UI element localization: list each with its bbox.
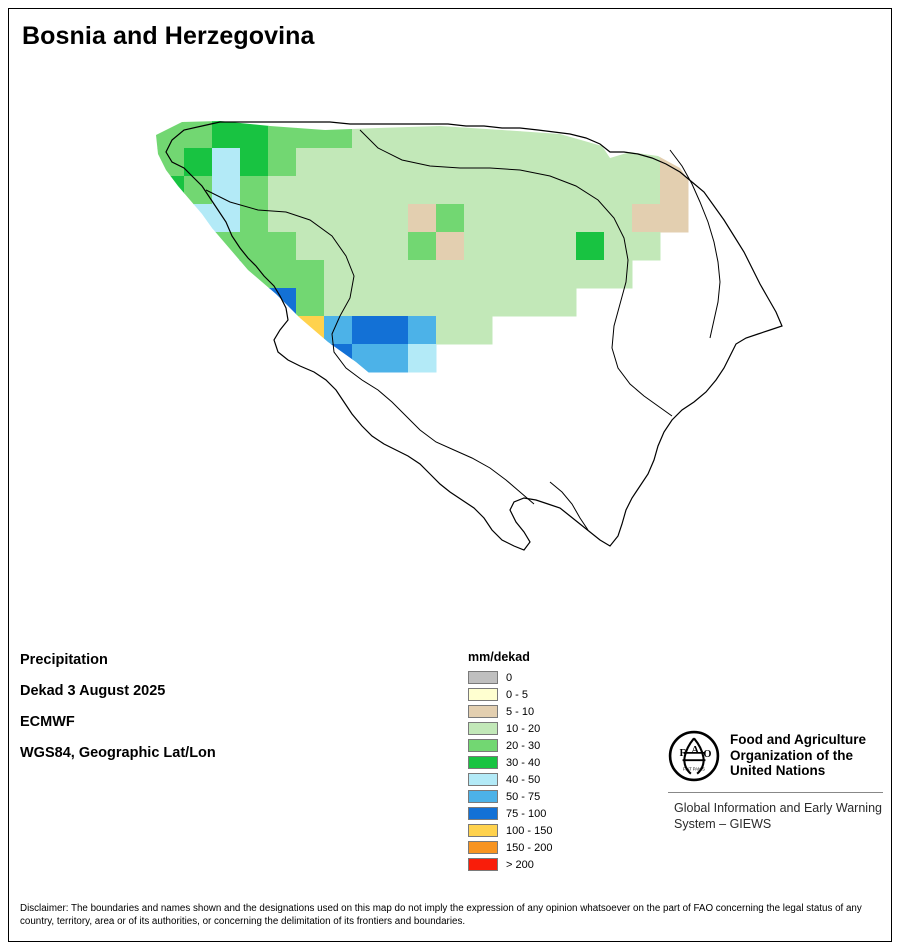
precip-cell — [352, 288, 381, 317]
legend-label: > 200 — [506, 858, 534, 871]
legend-swatch — [468, 756, 498, 769]
precip-cell — [604, 204, 633, 233]
precip-cell — [408, 316, 437, 345]
precip-cell — [492, 288, 521, 317]
legend-label: 100 - 150 — [506, 824, 553, 837]
precip-cell — [352, 316, 381, 345]
precip-cell — [632, 148, 661, 177]
precip-cell — [268, 148, 297, 177]
precip-cell — [408, 204, 437, 233]
legend-label: 0 — [506, 671, 513, 684]
precip-cell — [492, 232, 521, 261]
precip-cell — [296, 260, 325, 289]
precip-cell — [492, 260, 521, 289]
legend-item — [468, 839, 618, 856]
precip-cell — [660, 204, 689, 233]
precip-cell — [352, 260, 381, 289]
precip-cell — [380, 176, 409, 205]
precip-cell — [240, 204, 269, 233]
legend-rows — [468, 669, 618, 873]
legend-swatch — [468, 807, 498, 820]
precip-cell — [296, 120, 325, 149]
svg-text:F: F — [679, 748, 686, 759]
legend-swatch — [468, 671, 498, 684]
precip-cell — [520, 204, 549, 233]
precip-cell — [576, 204, 605, 233]
precip-cell — [296, 148, 325, 177]
legend-label: 5 - 10 — [506, 705, 535, 718]
legend-swatch — [468, 688, 498, 701]
precip-cell — [212, 232, 241, 261]
precip-cell — [296, 232, 325, 261]
precip-cell — [632, 176, 661, 205]
precip-cell — [464, 204, 493, 233]
precip-cell — [240, 288, 269, 317]
precip-cell — [548, 148, 577, 177]
precip-cell — [268, 316, 297, 345]
precip-cell — [240, 120, 269, 149]
precip-cell — [380, 288, 409, 317]
precip-cell — [324, 288, 353, 317]
precip-cell — [436, 288, 465, 317]
legend-label: 20 - 30 — [506, 739, 541, 752]
disclaimer-text: Disclaimer: The boundaries and names shown and the designations used on this map do not imply the expression of any opinion whatsoever on the part of FAO concerning the legal status of any country, territory, area or of its authorities, or concerning the delimitation of its frontiers and boundaries. — [20, 903, 862, 927]
legend-item — [468, 754, 618, 771]
precip-cell — [520, 176, 549, 205]
precip-cell — [212, 120, 241, 149]
precip-cell — [296, 204, 325, 233]
precip-cell — [660, 148, 689, 177]
precip-cell — [268, 204, 297, 233]
precip-cell — [408, 232, 437, 261]
info-dekad: Dekad 3 August 2025 — [20, 683, 166, 699]
precip-cell — [324, 204, 353, 233]
precip-cell — [268, 176, 297, 205]
precip-cell — [240, 232, 269, 261]
precip-cell — [324, 372, 353, 401]
legend-swatch — [468, 841, 498, 854]
legend-swatch — [468, 705, 498, 718]
precip-cell — [464, 176, 493, 205]
legend-swatch — [468, 773, 498, 786]
legend-item — [468, 856, 618, 873]
precip-cell — [380, 148, 409, 177]
precip-cell — [492, 120, 521, 149]
precip-cell — [296, 344, 325, 373]
precip-cell — [380, 316, 409, 345]
info-precipitation: Precipitation — [20, 652, 108, 668]
precip-cell — [240, 344, 269, 373]
precip-cell — [520, 120, 549, 149]
precip-cell — [548, 260, 577, 289]
precip-cell — [632, 232, 661, 261]
precip-cell — [436, 148, 465, 177]
precip-cell — [352, 204, 381, 233]
precip-cell — [576, 148, 605, 177]
precip-cell — [268, 232, 297, 261]
legend-label: 0 - 5 — [506, 688, 529, 701]
legend-swatch — [468, 722, 498, 735]
legend-title: mm/dekad — [468, 650, 530, 664]
legend-swatch — [468, 858, 498, 871]
precip-cell — [436, 204, 465, 233]
legend-item — [468, 788, 618, 805]
legend-item — [468, 686, 618, 703]
legend-item — [468, 737, 618, 754]
precip-cell — [436, 176, 465, 205]
precip-cell — [296, 176, 325, 205]
precip-cell — [296, 316, 325, 345]
precip-cell — [296, 288, 325, 317]
precip-cell — [380, 204, 409, 233]
info-source: ECMWF — [20, 714, 75, 730]
precip-cell — [492, 176, 521, 205]
precip-cell — [268, 344, 297, 373]
fao-organization-name: Food and Agriculture Organization of the United Nations — [730, 732, 866, 778]
legend — [468, 650, 618, 873]
precipitation-map — [110, 90, 810, 560]
legend-item — [468, 703, 618, 720]
precip-cell — [156, 176, 185, 205]
legend-item — [468, 669, 618, 686]
precip-cell — [156, 148, 185, 177]
precip-cell — [464, 120, 493, 149]
legend-label: 30 - 40 — [506, 756, 541, 769]
precip-cell — [576, 260, 605, 289]
legend-label: 75 - 100 — [506, 807, 547, 820]
precip-cell — [436, 232, 465, 261]
precip-cell — [548, 288, 577, 317]
legend-item — [468, 771, 618, 788]
legend-label: 50 - 75 — [506, 790, 541, 803]
precip-cell — [520, 260, 549, 289]
legend-label: 150 - 200 — [506, 841, 553, 854]
precip-cell — [324, 176, 353, 205]
precip-cell — [548, 232, 577, 261]
legend-swatch — [468, 739, 498, 752]
precip-cell — [576, 232, 605, 261]
precip-cell — [240, 176, 269, 205]
giews-subtitle: Global Information and Early Warning System – GIEWS — [674, 801, 882, 831]
precip-cell — [324, 232, 353, 261]
legend-item — [468, 720, 618, 737]
precip-cell — [604, 260, 633, 289]
precip-cell — [464, 288, 493, 317]
precip-cell — [436, 260, 465, 289]
fao-branding — [668, 728, 888, 832]
precip-cell — [212, 288, 241, 317]
precip-cell — [464, 232, 493, 261]
precip-cell — [184, 176, 213, 205]
legend-swatch — [468, 824, 498, 837]
precip-cell — [212, 148, 241, 177]
precip-cell — [352, 344, 381, 373]
page-title: Bosnia and Herzegovina — [22, 22, 315, 50]
legend-item — [468, 822, 618, 839]
legend-label: 10 - 20 — [506, 722, 541, 735]
map-svg — [110, 90, 810, 560]
precip-cell — [548, 204, 577, 233]
precip-cell — [660, 176, 689, 205]
precip-cell — [436, 316, 465, 345]
precip-cell — [576, 176, 605, 205]
precip-cell — [380, 232, 409, 261]
precip-cell — [380, 344, 409, 373]
precip-cell — [352, 148, 381, 177]
precip-cell — [464, 260, 493, 289]
precip-cell — [352, 176, 381, 205]
precip-cell — [324, 148, 353, 177]
precip-cell — [604, 176, 633, 205]
precip-cell — [464, 148, 493, 177]
precip-cell — [492, 204, 521, 233]
precip-cell — [184, 204, 213, 233]
legend-label: 40 - 50 — [506, 773, 541, 786]
precip-cell — [240, 148, 269, 177]
fao-divider — [668, 792, 883, 793]
precip-cell — [268, 288, 297, 317]
svg-text:O: O — [703, 749, 712, 761]
precip-cell — [324, 260, 353, 289]
precip-cell — [492, 148, 521, 177]
map-info-block — [20, 652, 350, 776]
raster-cells — [156, 120, 689, 401]
precip-cell — [268, 120, 297, 149]
precip-cell — [520, 148, 549, 177]
info-projection: WGS84, Geographic Lat/Lon — [20, 745, 216, 761]
precip-cell — [408, 176, 437, 205]
legend-item — [468, 805, 618, 822]
svg-text:A: A — [691, 744, 699, 756]
precip-cell — [212, 260, 241, 289]
precip-cell — [520, 232, 549, 261]
precip-cell — [464, 316, 493, 345]
svg-text:FIAT PANIS: FIAT PANIS — [683, 766, 705, 772]
precip-cell — [380, 260, 409, 289]
precip-cell — [240, 316, 269, 345]
precip-cell — [520, 288, 549, 317]
precip-cell — [604, 232, 633, 261]
precip-cell — [352, 232, 381, 261]
precip-cell — [408, 260, 437, 289]
precip-cell — [632, 204, 661, 233]
precip-cell — [408, 288, 437, 317]
legend-swatch — [468, 790, 498, 803]
precip-cell — [408, 344, 437, 373]
fao-logo-icon — [668, 730, 720, 782]
